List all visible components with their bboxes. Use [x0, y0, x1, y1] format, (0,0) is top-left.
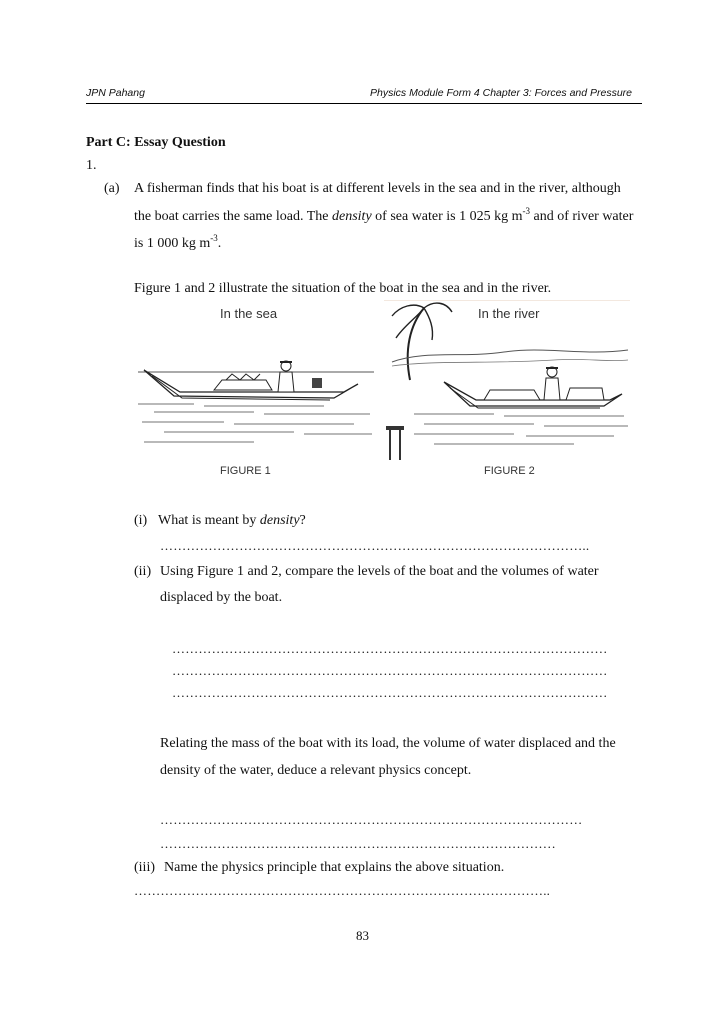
density-term: density — [332, 209, 372, 224]
part-a-line3 — [134, 235, 221, 252]
part-a-line3-pre: is 1 000 kg m — [134, 236, 211, 251]
part-a-line2-mid: of sea water is 1 025 kg m — [371, 209, 523, 224]
answer-line[interactable]: …………………………………………………………………………………….. — [160, 538, 590, 553]
question-i-pre: What is meant by — [158, 513, 260, 528]
question-ii-line2: displaced by the boat. — [160, 590, 283, 605]
answer-line[interactable]: ……………………………………………………………………………… — [160, 836, 556, 851]
header-right: Physics Module Form 4 Chapter 3: Forces and Pressure — [370, 87, 633, 99]
part-a-label: (a) — [104, 181, 120, 196]
figure-2-title: In the river — [478, 306, 540, 321]
figure-2-caption: FIGURE 2 — [484, 465, 535, 477]
question-iii: Name the physics principle that explains the above situation. — [164, 860, 505, 875]
question-i — [158, 512, 306, 529]
question-iii-label: (iii) — [134, 860, 155, 875]
question-number: 1. — [86, 158, 97, 173]
answer-line[interactable]: ……………………………………………………………………………………… — [172, 663, 608, 678]
question-i-label: (i) — [134, 513, 148, 528]
page-number: 83 — [356, 928, 369, 943]
header-rule — [86, 103, 642, 104]
section-title: Part C: Essay Question — [86, 135, 226, 150]
figure-1-caption: FIGURE 1 — [220, 465, 271, 477]
part-a-line2-pre: the boat carries the same load. The — [134, 209, 332, 224]
question-i-post: ? — [299, 513, 306, 528]
unit-exponent: -3 — [522, 206, 531, 216]
question-ii-relating1: Relating the mass of the boat with its load, the volume of water displaced and the — [160, 736, 616, 751]
part-a-line2 — [134, 208, 633, 225]
answer-line[interactable]: ……………………………………………………………………………………… — [172, 685, 608, 700]
header-left: JPN Pahang — [86, 87, 145, 99]
part-a-line3-post: . — [217, 236, 222, 251]
part-a-line1: A fisherman finds that his boat is at different levels in the sea and in the river, although — [134, 181, 621, 196]
answer-line[interactable]: ……………………………………………………………………………………… — [172, 641, 608, 656]
answer-line[interactable]: ………………………………………………………………………………….. — [134, 883, 551, 898]
figure-1-title: In the sea — [220, 306, 278, 321]
part-a-line2-post: and of river water — [530, 209, 634, 224]
figure-intro: Figure 1 and 2 illustrate the situation of the boat in the sea and in the river. — [134, 281, 552, 296]
boat-figures — [134, 300, 630, 482]
question-ii-relating2: density of the water, deduce a relevant physics concept. — [160, 763, 472, 778]
question-ii-line1: Using Figure 1 and 2, compare the levels of the boat and the volumes of water — [160, 564, 599, 579]
unit-exponent: -3 — [210, 233, 218, 243]
answer-line[interactable]: …………………………………………………………………………………… — [160, 812, 583, 827]
question-ii-label: (ii) — [134, 564, 152, 579]
density-term: density — [259, 513, 300, 528]
